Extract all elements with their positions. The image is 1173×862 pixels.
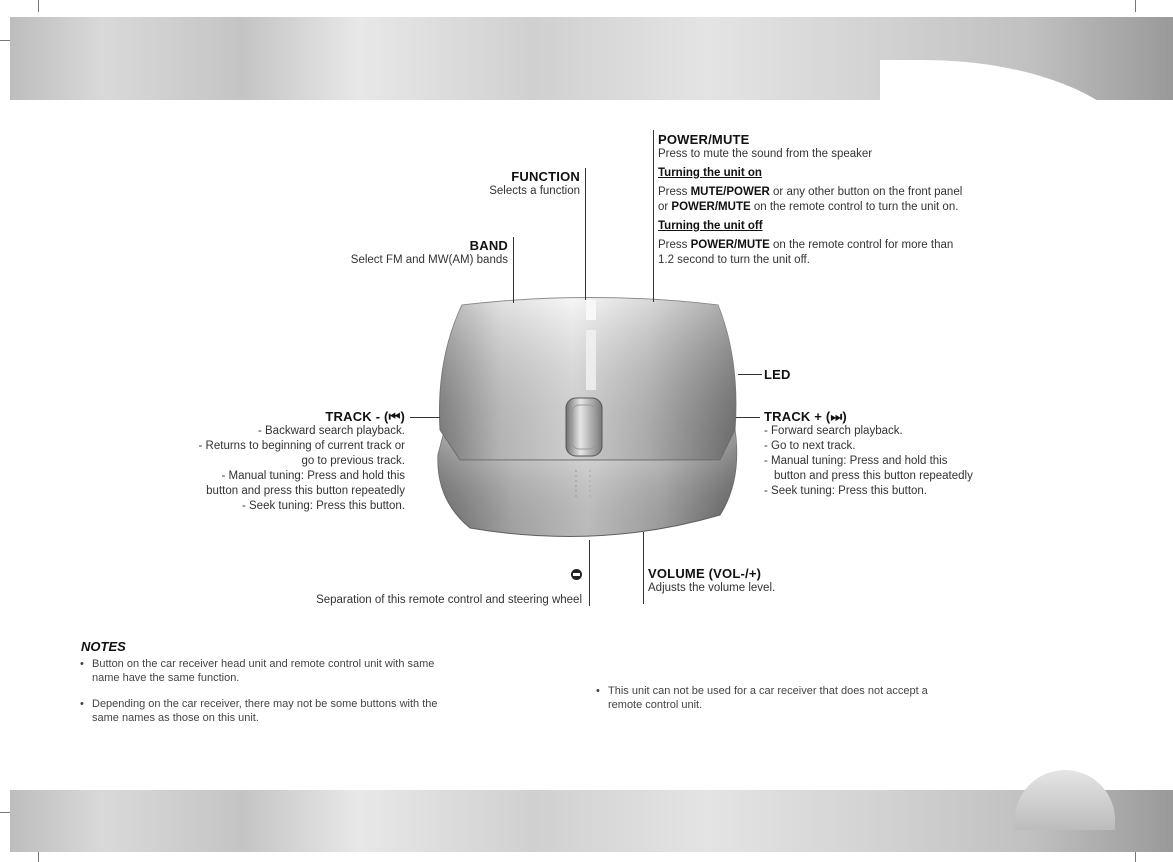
- power-mute-callout: [658, 132, 1068, 268]
- note-line: Depending on the car receiver, there may not be some buttons with the: [92, 698, 438, 710]
- track-plus-line: - Go to next track.: [764, 440, 856, 452]
- leader-line-function: [585, 168, 586, 300]
- volume-description: Adjusts the volume level.: [648, 582, 776, 594]
- track-plus-callout: [764, 409, 1064, 499]
- track-plus-line: button and press this button repeatedly: [774, 470, 973, 482]
- note-line: name have the same function.: [92, 672, 240, 684]
- note-line: remote control unit.: [608, 699, 703, 711]
- track-minus-line: go to previous track.: [301, 455, 405, 467]
- note-item: [80, 657, 572, 685]
- bullet-icon: •: [596, 685, 600, 697]
- note-line: Button on the car receiver head unit and remote control unit with same: [92, 658, 435, 670]
- leader-line-power-mute: [653, 130, 654, 302]
- note-line: This unit can not be used for a car receiver that does not accept a: [608, 685, 928, 697]
- track-plus-line: - Seek tuning: Press this button.: [764, 485, 928, 497]
- bold-run: MUTE/POWER: [690, 186, 770, 198]
- track-minus-heading: TRACK - (⏮): [325, 409, 405, 424]
- turning-off-line-1: [658, 238, 1068, 253]
- notes-title: NOTES: [81, 639, 126, 654]
- track-minus-line: button and press this button repeatedly: [206, 485, 405, 497]
- leader-line-track-plus: [736, 417, 760, 418]
- function-heading: FUNCTION: [511, 169, 580, 184]
- turning-off-heading: Turning the unit off: [658, 220, 763, 232]
- text-run: Press: [658, 186, 691, 198]
- bold-run: POWER/MUTE: [671, 201, 751, 213]
- separation-callout: [180, 569, 582, 608]
- track-plus-heading: TRACK + (⏭): [764, 409, 847, 424]
- track-minus-line: - Seek tuning: Press this button.: [241, 500, 405, 512]
- eject-circle-icon: [571, 569, 582, 580]
- power-mute-heading: POWER/MUTE: [658, 132, 750, 147]
- track-minus-callout: [110, 409, 405, 514]
- led-label: LED: [764, 367, 791, 382]
- bold-run: POWER/MUTE: [690, 239, 770, 251]
- text-run: or any other button on the front panel: [769, 186, 963, 198]
- function-callout: [380, 169, 580, 199]
- text-run: on the remote control to turn the unit on.: [750, 201, 959, 213]
- bullet-icon: •: [80, 698, 84, 710]
- text-run: Press: [658, 239, 691, 251]
- band-callout: [250, 238, 508, 268]
- leader-line-track-minus: [410, 417, 440, 418]
- note-line: same names as those on this unit.: [92, 712, 259, 724]
- leader-line-separation: [589, 540, 590, 606]
- function-description: Selects a function: [489, 185, 580, 197]
- power-mute-description: Press to mute the sound from the speaker: [658, 148, 873, 160]
- track-plus-line: - Forward search playback.: [764, 425, 903, 437]
- note-item: [80, 697, 572, 725]
- track-minus-line: - Returns to beginning of current track or: [198, 440, 405, 452]
- band-heading: BAND: [469, 238, 508, 253]
- volume-callout: [648, 566, 948, 596]
- track-minus-line: - Manual tuning: Press and hold this: [221, 470, 405, 482]
- text-run: on the remote control for more than: [769, 239, 954, 251]
- leader-line-led: [738, 374, 762, 375]
- band-description: Select FM and MW(AM) bands: [350, 254, 508, 266]
- leader-line-band: [513, 237, 514, 303]
- track-plus-line: - Manual tuning: Press and hold this: [764, 455, 948, 467]
- leader-line-volume: [643, 532, 644, 604]
- turning-on-heading: Turning the unit on: [658, 167, 762, 179]
- separation-description: Separation of this remote control and steering wheel: [316, 594, 582, 606]
- turning-on-line-2: [658, 200, 1068, 215]
- bullet-icon: •: [80, 658, 84, 670]
- turning-on-line-1: [658, 185, 1068, 200]
- track-minus-line: - Backward search playback.: [257, 425, 405, 437]
- turning-off-line-2: 1.2 second to turn the unit off.: [658, 254, 810, 266]
- text-run: or: [658, 201, 672, 213]
- note-item: [596, 684, 1088, 712]
- volume-heading: VOLUME (VOL-/+): [648, 566, 762, 581]
